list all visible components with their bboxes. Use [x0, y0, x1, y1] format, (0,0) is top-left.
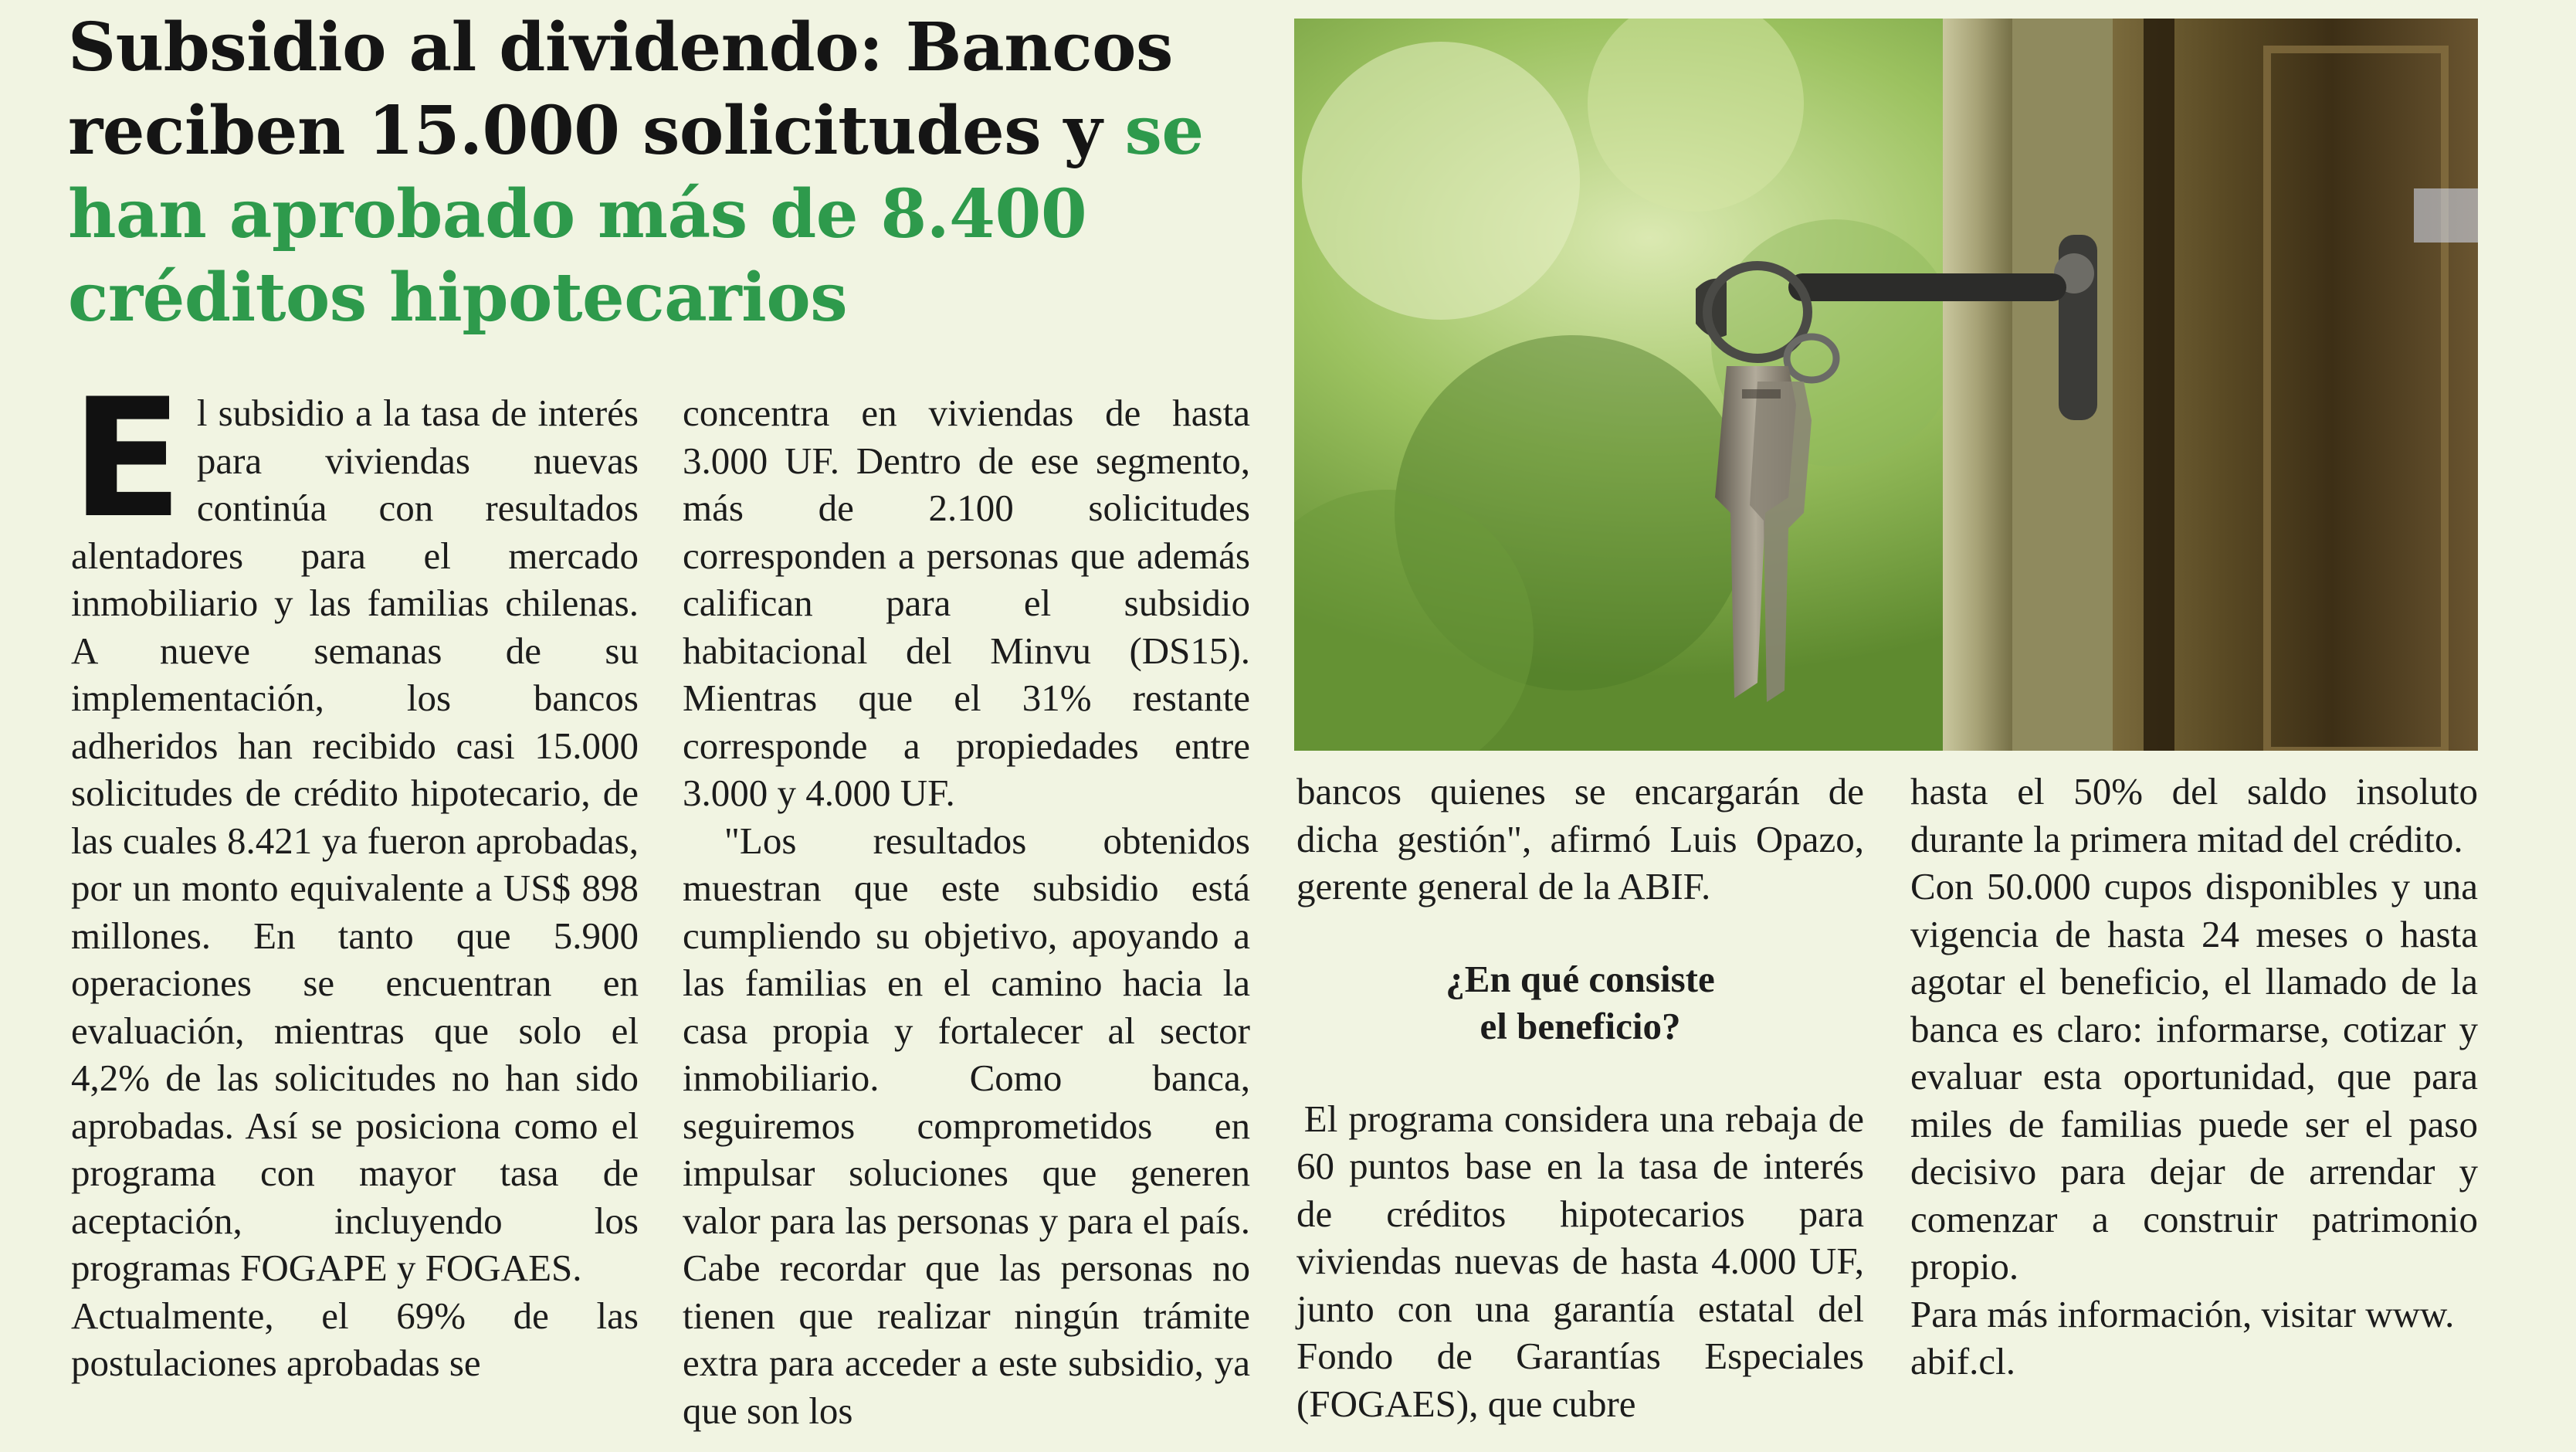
house-key-in-door-photo: [1294, 19, 2478, 751]
article-column-2: [683, 389, 1250, 1434]
headline-accent-text: se han aprobado más de 8.400 créditos hipotecarios: [68, 92, 1204, 337]
key-photo-illustration: [1294, 19, 2478, 751]
paragraph: El programa considera una rebaja de 60 puntos base en la tasa de interés de créditos hipotecarios para viviendas nuevas de hasta 4.000 UF, junto con una garantía estatal del Fondo de Garantías Especiales (FOGAES), que cubre: [1296, 1097, 1864, 1425]
more-info-paragraph: Para más información, visitar www. abif.cl.: [1910, 1292, 2455, 1382]
article-column-1: [71, 363, 639, 1387]
paragraph: concentra en viviendas de hasta 3.000 UF. Dentro de ese segmento, más de 2.100 solicitudes corresponden a personas que además califican para el subsidio habitacional del Minvu (DS15). Mientras que el 31% restante corresponde a propiedades entre 3.000 y 4.000 UF.: [683, 392, 1250, 814]
section-subheading: [1296, 955, 1864, 1050]
paragraph: Con 50.000 cupos disponibles y una vigencia de hasta 24 meses o hasta agotar el beneficio, el llamado de la banca es claro: informarse, cotizar y evaluar esta oportunidad, que para miles de familias puede ser el paso decisivo para dejar de arrendar y comenzar a construir patrimonio propio.: [1910, 865, 2478, 1287]
headline-text: Subsidio al dividendo: Bancos reciben 15.000 solicitudes y: [68, 8, 1173, 170]
paragraph: bancos quienes se encargarán de dicha gestión", afirmó Luis Opazo, gerente general de la ABIF.: [1296, 770, 1864, 907]
article-headline: [68, 6, 1273, 340]
lead-paragraph: [71, 363, 639, 1292]
article-column-4: [1910, 768, 2478, 1386]
drop-cap: E: [71, 363, 183, 554]
article-column-3: [1296, 768, 1864, 1427]
lead-paragraph-text: l subsidio a la tasa de interés para viviendas nuevas continúa con resultados alentadores para el mercado inmobiliario y las familias chilenas. A nueve semanas de su implementación, los bancos adheridos han recibido casi 15.000 solicitudes de crédito hipotecario, de las cuales 8.421 ya fueron aprobadas, por un monto equivalente a US$ 898 millones. En tanto que 5.900 operaciones se encuentran en evaluación, mientras que solo el 4,2% de las solicitudes no han sido aprobadas. Así se posiciona como el programa con mayor tasa de aceptación, incluyendo los programas FOGAPE y FOGAES.: [71, 392, 639, 1289]
subheading-line-1: ¿En qué consiste: [1446, 957, 1715, 1000]
paragraph: hasta el 50% del saldo insoluto durante la primera mitad del crédito.: [1910, 770, 2478, 860]
quote-paragraph: "Los resultados obtenidos muestran que este subsidio está cumpliendo su objetivo, apoyando a las familias en el camino hacia la casa propia y fortalecer al sector inmobiliario. Como banca, seguiremos comprometidos en impulsar soluciones que generen valor para las personas y para el país. Cabe recordar que las personas no tienen que realizar ningún trámite extra para acceder a este subsidio, ya que son los: [683, 819, 1250, 1432]
paragraph: Actualmente, el 69% de las postulaciones aprobadas se: [71, 1294, 639, 1384]
subheading-line-2: el beneficio?: [1480, 1005, 1681, 1047]
